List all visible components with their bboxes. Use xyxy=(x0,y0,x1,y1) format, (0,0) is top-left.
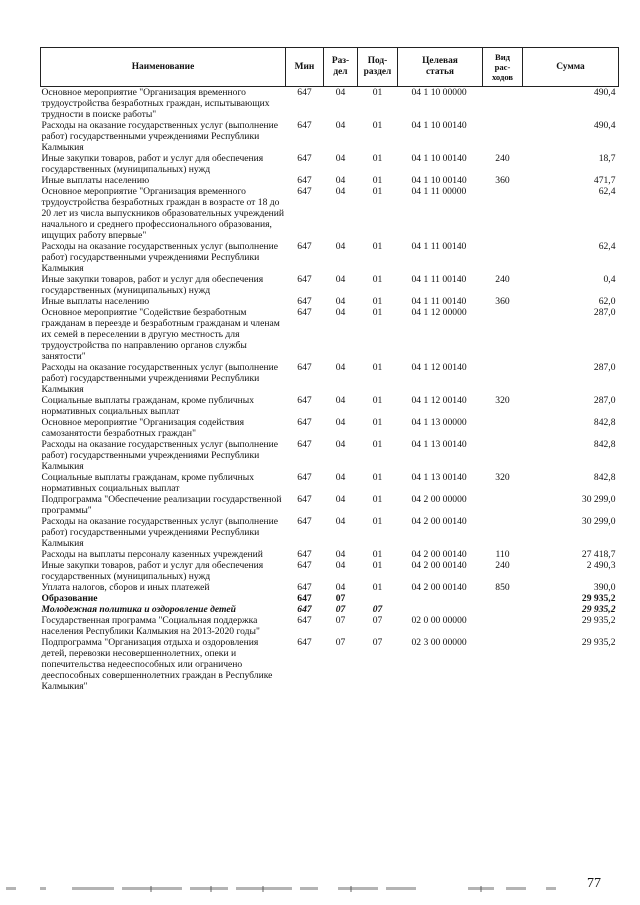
cell-name: Расходы на оказание государственных услуг (выполнение работ) государственными учреждениями Республики Калмыкия xyxy=(41,516,278,549)
cell-vid: 240 xyxy=(495,153,510,164)
cell-min: 647 xyxy=(297,296,312,307)
cell-podrazdel: 01 xyxy=(372,362,383,373)
table-row xyxy=(41,637,619,692)
cell-podrazdel: 01 xyxy=(372,120,383,131)
table-row xyxy=(41,604,619,615)
cell-target: 04 1 10 00140 xyxy=(411,175,467,186)
table-row xyxy=(41,362,619,395)
cell-min: 647 xyxy=(297,307,312,318)
cell-razdel: 04 xyxy=(335,186,346,197)
cell-sum: 30 299,0 xyxy=(581,494,616,505)
cell-razdel: 04 xyxy=(335,560,346,571)
cell-target: 04 2 00 00140 xyxy=(411,516,467,527)
cell-razdel: 04 xyxy=(335,153,346,164)
cell-vid: 240 xyxy=(495,560,510,571)
cell-sum: 2 490,3 xyxy=(586,560,616,571)
table-row xyxy=(41,582,619,593)
cell-target: 04 1 11 00140 xyxy=(411,241,467,252)
header-name: Наименование xyxy=(41,48,286,87)
cell-min: 647 xyxy=(297,439,312,450)
cell-name: Расходы на выплаты персоналу казенных учреждений xyxy=(41,549,263,560)
cell-target: 04 1 13 00140 xyxy=(411,439,467,450)
cell-target: 04 1 12 00140 xyxy=(411,362,467,373)
cell-podrazdel: 07 xyxy=(372,637,383,648)
cell-vid xyxy=(483,186,523,241)
cell-sum: 842,8 xyxy=(593,472,616,483)
cell-vid xyxy=(483,516,523,549)
table-row xyxy=(41,120,619,153)
table-body xyxy=(41,87,619,693)
cell-name: Основное мероприятие "Организация временного трудоустройства безработных граждан в возрасте от 18 до 20 лет из числа выпускников образовательных учреждений начального и среднего профессионального образования, ищущих работу впервые" xyxy=(41,186,285,241)
cell-razdel: 04 xyxy=(335,307,346,318)
table-row xyxy=(41,516,619,549)
header-sum: Сумма xyxy=(523,48,619,87)
table-row xyxy=(41,439,619,472)
cell-vid: 240 xyxy=(495,274,510,285)
cell-name: Расходы на оказание государственных услуг (выполнение работ) государственными учреждениями Республики Калмыкия xyxy=(41,120,278,153)
cell-vid xyxy=(483,604,523,615)
table-row xyxy=(41,593,619,604)
cell-razdel: 04 xyxy=(335,87,346,98)
header-razdel: Раз- дел xyxy=(324,48,358,87)
cell-sum: 390,0 xyxy=(593,582,616,593)
cell-name: Основное мероприятие "Организация содействия самозанятости безработных граждан" xyxy=(41,417,245,439)
cell-razdel: 04 xyxy=(335,274,346,285)
cell-sum: 30 299,0 xyxy=(581,516,616,527)
cell-min: 647 xyxy=(297,549,312,560)
cell-vid: 110 xyxy=(495,549,510,560)
cell-name: Иные выплаты населению xyxy=(41,175,150,186)
cell-sum: 490,4 xyxy=(593,120,616,131)
cell-podrazdel: 01 xyxy=(372,560,383,571)
cell-vid: 850 xyxy=(495,582,510,593)
cell-vid xyxy=(483,120,523,153)
cell-name: Социальные выплаты гражданам, кроме публичных нормативных социальных выплат xyxy=(41,395,255,417)
cell-target: 04 2 00 00140 xyxy=(411,582,467,593)
cell-min: 647 xyxy=(297,637,312,648)
table-row xyxy=(41,296,619,307)
cell-target: 04 2 00 00140 xyxy=(411,549,467,560)
cell-name: Иные закупки товаров, работ и услуг для обеспечения государственных (муниципальных) нужд xyxy=(41,153,264,175)
cell-target xyxy=(398,604,483,615)
cell-razdel: 04 xyxy=(335,494,346,505)
header-vid: Вид рас- ходов xyxy=(483,48,523,87)
cell-sum: 29 935,2 xyxy=(581,604,616,615)
cell-razdel: 07 xyxy=(335,615,346,626)
cell-sum: 842,8 xyxy=(593,417,616,428)
cell-podrazdel: 07 xyxy=(372,615,383,626)
cell-sum: 0,4 xyxy=(603,274,616,285)
cell-podrazdel: 01 xyxy=(372,472,383,483)
cell-vid: 360 xyxy=(495,175,510,186)
cell-razdel: 04 xyxy=(335,296,346,307)
cell-min: 647 xyxy=(297,362,312,373)
cell-podrazdel: 01 xyxy=(372,516,383,527)
cell-target: 04 1 11 00140 xyxy=(411,296,467,307)
cell-podrazdel: 01 xyxy=(372,494,383,505)
cell-razdel: 04 xyxy=(335,241,346,252)
cell-name: Подпрограмма "Обеспечение реализации государственной программы" xyxy=(41,494,282,516)
cell-podrazdel: 01 xyxy=(372,395,383,406)
cell-name: Образование xyxy=(41,593,98,604)
cell-podrazdel: 01 xyxy=(372,307,383,318)
cell-target: 04 1 12 00140 xyxy=(411,395,467,406)
table-row xyxy=(41,494,619,516)
cell-min: 647 xyxy=(297,593,312,604)
cell-vid xyxy=(483,417,523,439)
cell-sum: 842,8 xyxy=(593,439,616,450)
cell-target: 04 1 10 00140 xyxy=(411,120,467,131)
cell-min: 647 xyxy=(297,494,312,505)
cell-podrazdel: 01 xyxy=(372,582,383,593)
cell-sum: 62,4 xyxy=(598,186,616,197)
cell-podrazdel: 01 xyxy=(372,186,383,197)
table-row xyxy=(41,87,619,121)
cell-target xyxy=(398,593,483,604)
cell-name: Подпрограмма "Организация отдыха и оздоровления детей, перевозки несовершеннолетних, опеки и попечительства недееспособных или ограничено дееспособных совершеннолетних граждан в Республике Калмыкия" xyxy=(41,637,273,692)
cell-sum: 29 935,2 xyxy=(581,593,616,604)
cell-vid xyxy=(483,307,523,362)
table-header-row xyxy=(41,48,619,87)
cell-podrazdel: 01 xyxy=(372,417,383,428)
cell-vid xyxy=(483,439,523,472)
table-row xyxy=(41,175,619,186)
cell-vid: 320 xyxy=(495,395,510,406)
cell-sum: 287,0 xyxy=(593,307,616,318)
cell-min: 647 xyxy=(297,153,312,164)
cell-podrazdel: 01 xyxy=(372,439,383,450)
cell-razdel: 04 xyxy=(335,120,346,131)
cell-razdel: 04 xyxy=(335,395,346,406)
cell-podrazdel: 01 xyxy=(372,87,383,98)
cell-razdel: 04 xyxy=(335,516,346,527)
cell-sum: 29 935,2 xyxy=(581,637,616,648)
page-number: 77 xyxy=(587,876,601,891)
cell-min: 647 xyxy=(297,582,312,593)
table-row xyxy=(41,549,619,560)
cell-min: 647 xyxy=(297,120,312,131)
cell-podrazdel: 01 xyxy=(372,241,383,252)
cell-name: Иные закупки товаров, работ и услуг для обеспечения государственных (муниципальных) нужд xyxy=(41,274,264,296)
table-row xyxy=(41,395,619,417)
cell-min: 647 xyxy=(297,87,312,98)
cell-target: 04 1 10 00140 xyxy=(411,153,467,164)
cell-sum: 471,7 xyxy=(593,175,616,186)
table-row xyxy=(41,186,619,241)
cell-min: 647 xyxy=(297,395,312,406)
cell-vid: 360 xyxy=(495,296,510,307)
cell-razdel: 04 xyxy=(335,417,346,428)
table-row xyxy=(41,417,619,439)
cell-sum: 490,4 xyxy=(593,87,616,98)
budget-table-page xyxy=(40,47,618,692)
budget-table xyxy=(40,47,619,692)
cell-name: Социальные выплаты гражданам, кроме публичных нормативных социальных выплат xyxy=(41,472,255,494)
cell-vid xyxy=(483,637,523,692)
cell-razdel: 04 xyxy=(335,175,346,186)
cell-vid xyxy=(483,593,523,604)
cell-min: 647 xyxy=(297,241,312,252)
cell-min: 647 xyxy=(297,560,312,571)
cell-target: 04 2 00 00140 xyxy=(411,560,467,571)
cell-vid xyxy=(483,87,523,121)
cell-vid xyxy=(483,494,523,516)
cell-razdel: 04 xyxy=(335,439,346,450)
cell-razdel: 07 xyxy=(335,637,346,648)
cell-min: 647 xyxy=(297,516,312,527)
table-row xyxy=(41,153,619,175)
cell-vid: 320 xyxy=(495,472,510,483)
cell-podrazdel: 01 xyxy=(372,153,383,164)
cell-razdel: 04 xyxy=(335,362,346,373)
table-row xyxy=(41,472,619,494)
cell-target: 02 3 00 00000 xyxy=(411,637,467,648)
cell-name: Основное мероприятие "Содействие безработным гражданам в переезде и безработным гражданам и членам их семей в переселении в другую местность для трудоустройства по направлению органов службы занятости" xyxy=(41,307,280,362)
cell-target: 04 2 00 00000 xyxy=(411,494,467,505)
cell-razdel: 04 xyxy=(335,582,346,593)
cell-target: 04 1 12 00000 xyxy=(411,307,467,318)
cell-target: 04 1 13 00140 xyxy=(411,472,467,483)
cell-name: Иные выплаты населению xyxy=(41,296,150,307)
table-row xyxy=(41,274,619,296)
cell-target: 04 1 11 00000 xyxy=(411,186,467,197)
cell-min: 647 xyxy=(297,186,312,197)
cell-sum: 62,0 xyxy=(598,296,616,307)
cell-podrazdel xyxy=(358,593,398,604)
cell-min: 647 xyxy=(297,175,312,186)
cell-razdel: 04 xyxy=(335,549,346,560)
cell-name: Расходы на оказание государственных услуг (выполнение работ) государственными учреждениями Республики Калмыкия xyxy=(41,241,278,274)
cell-name: Иные закупки товаров, работ и услуг для обеспечения государственных (муниципальных) нужд xyxy=(41,560,264,582)
header-podrazdel: Под- раздел xyxy=(358,48,398,87)
cell-name: Государственная программа "Социальная поддержка населения Республики Калмыкия на 2013-2020 годы" xyxy=(41,615,260,637)
cell-sum: 287,0 xyxy=(593,362,616,373)
cell-name: Основное мероприятие "Организация временного трудоустройства безработных граждан, испытывающих трудности в поиске работы" xyxy=(41,87,270,120)
cell-razdel: 04 xyxy=(335,472,346,483)
cell-min: 647 xyxy=(297,472,312,483)
cell-vid xyxy=(483,615,523,637)
cell-sum: 287,0 xyxy=(593,395,616,406)
cell-target: 02 0 00 00000 xyxy=(411,615,467,626)
cell-podrazdel: 01 xyxy=(372,549,383,560)
scan-noise xyxy=(0,884,640,896)
cell-target: 04 1 11 00140 xyxy=(411,274,467,285)
cell-podrazdel: 01 xyxy=(372,296,383,307)
cell-podrazdel: 01 xyxy=(372,175,383,186)
cell-min: 647 xyxy=(297,604,312,615)
cell-razdel: 07 xyxy=(335,604,346,615)
table-row xyxy=(41,615,619,637)
cell-sum: 18,7 xyxy=(598,153,616,164)
header-target: Целевая статья xyxy=(398,48,483,87)
cell-sum: 29 935,2 xyxy=(581,615,616,626)
cell-podrazdel: 01 xyxy=(372,274,383,285)
cell-sum: 27 418,7 xyxy=(581,549,616,560)
cell-vid xyxy=(483,241,523,274)
cell-name: Уплата налогов, сборов и иных платежей xyxy=(41,582,210,593)
cell-sum: 62,4 xyxy=(598,241,616,252)
cell-name: Расходы на оказание государственных услуг (выполнение работ) государственными учреждениями Республики Калмыкия xyxy=(41,439,278,472)
cell-podrazdel: 07 xyxy=(372,604,383,615)
cell-min: 647 xyxy=(297,615,312,626)
cell-target: 04 1 10 00000 xyxy=(411,87,467,98)
table-row xyxy=(41,241,619,274)
cell-razdel: 07 xyxy=(335,593,346,604)
table-row xyxy=(41,307,619,362)
cell-name: Расходы на оказание государственных услуг (выполнение работ) государственными учреждениями Республики Калмыкия xyxy=(41,362,278,395)
table-row xyxy=(41,560,619,582)
cell-min: 647 xyxy=(297,274,312,285)
cell-target: 04 1 13 00000 xyxy=(411,417,467,428)
cell-name: Молодежная политика и оздоровление детей xyxy=(41,604,236,615)
cell-min: 647 xyxy=(297,417,312,428)
cell-vid xyxy=(483,362,523,395)
header-min: Мин xyxy=(286,48,324,87)
